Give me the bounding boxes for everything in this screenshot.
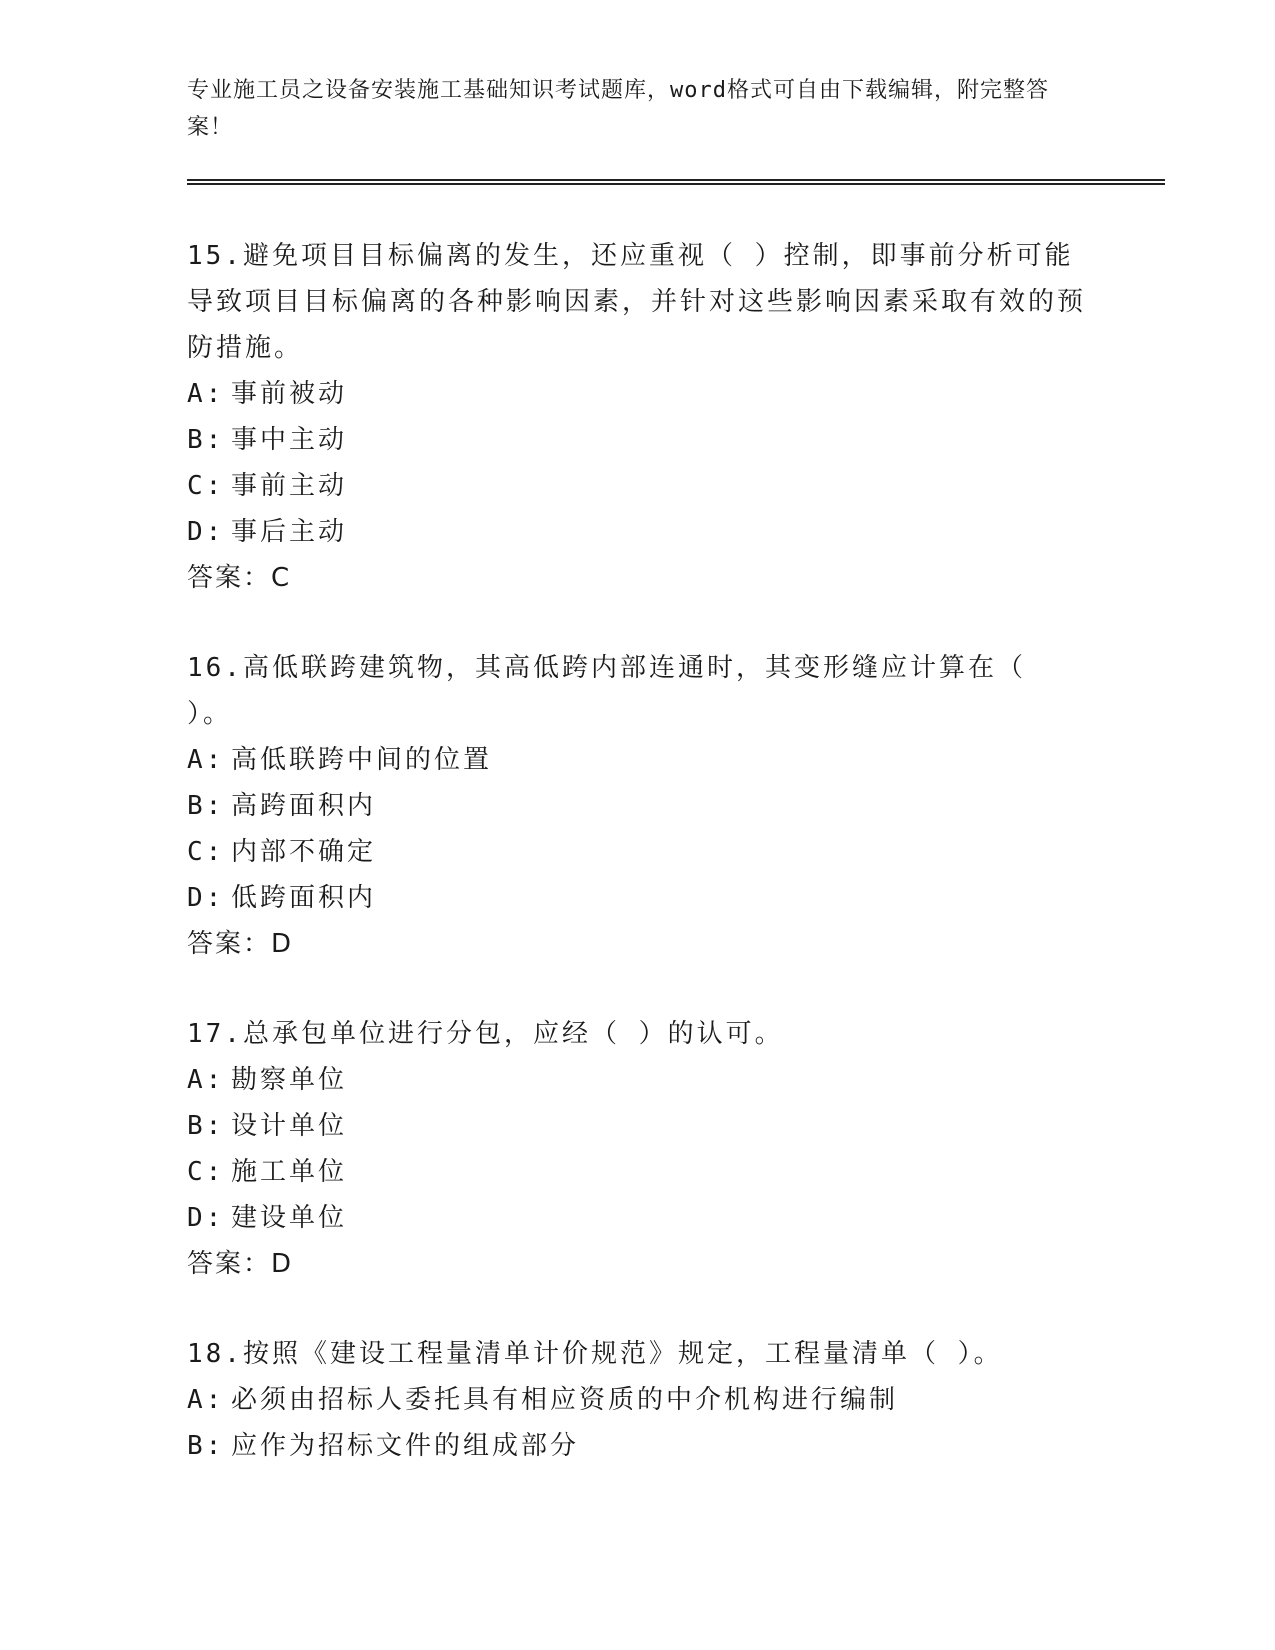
option-text: 高跨面积内 xyxy=(231,791,377,821)
option-b xyxy=(187,783,1087,829)
option-d xyxy=(187,875,1087,921)
question-17 xyxy=(187,1011,1087,1287)
option-key: C: xyxy=(187,471,225,501)
option-key: C: xyxy=(187,1157,225,1187)
question-stem: 16.高低联跨建筑物，其高低跨内部连通时，其变形缝应计算在（ ）。 xyxy=(187,653,1026,729)
header-text: 专业施工员之设备安装施工基础知识考试题库，word格式可自由下载编辑，附完整答案！ xyxy=(187,78,1049,140)
option-text: 低跨面积内 xyxy=(231,883,377,913)
option-key: D: xyxy=(187,883,225,913)
option-text: 事前被动 xyxy=(231,379,348,409)
option-b xyxy=(187,1423,1087,1469)
option-a xyxy=(187,737,1087,783)
answer: 答案：D xyxy=(187,929,294,959)
option-a xyxy=(187,371,1087,417)
option-text: 事中主动 xyxy=(231,425,348,455)
answer: 答案：D xyxy=(187,1249,294,1279)
answer: 答案：C xyxy=(187,563,292,593)
option-b xyxy=(187,1103,1087,1149)
option-key: A: xyxy=(187,1385,225,1415)
option-a xyxy=(187,1057,1087,1103)
question-15 xyxy=(187,233,1087,601)
option-key: D: xyxy=(187,1203,225,1233)
question-16 xyxy=(187,645,1087,967)
option-text: 事后主动 xyxy=(231,517,348,547)
question-list xyxy=(187,233,1087,1513)
option-text: 勘察单位 xyxy=(231,1065,348,1095)
option-c xyxy=(187,463,1087,509)
option-text: 必须由招标人委托具有相应资质的中介机构进行编制 xyxy=(231,1385,899,1415)
option-a xyxy=(187,1377,1087,1423)
option-key: A: xyxy=(187,379,225,409)
option-key: A: xyxy=(187,745,225,775)
option-key: D: xyxy=(187,517,225,547)
option-key: B: xyxy=(187,1431,225,1461)
option-b xyxy=(187,417,1087,463)
question-stem: 17.总承包单位进行分包，应经（ ）的认可。 xyxy=(187,1019,784,1049)
option-text: 事前主动 xyxy=(231,471,348,501)
document-header xyxy=(187,72,1067,146)
question-stem: 18.按照《建设工程量清单计价规范》规定，工程量清单（ ）。 xyxy=(187,1339,1003,1369)
option-key: B: xyxy=(187,791,225,821)
option-text: 施工单位 xyxy=(231,1157,348,1187)
option-d xyxy=(187,509,1087,555)
option-text: 内部不确定 xyxy=(231,837,377,867)
question-stem: 15.避免项目目标偏离的发生，还应重视（ ）控制，即事前分析可能导致项目目标偏离的各种影响因素，并针对这些影响因素采取有效的预防措施。 xyxy=(187,241,1087,363)
option-c xyxy=(187,829,1087,875)
header-divider xyxy=(187,179,1165,185)
option-key: B: xyxy=(187,1111,225,1141)
question-18 xyxy=(187,1331,1087,1469)
option-text: 设计单位 xyxy=(231,1111,348,1141)
option-text: 高低联跨中间的位置 xyxy=(231,745,493,775)
option-text: 应作为招标文件的组成部分 xyxy=(231,1431,580,1461)
option-text: 建设单位 xyxy=(231,1203,348,1233)
option-c xyxy=(187,1149,1087,1195)
option-d xyxy=(187,1195,1087,1241)
option-key: C: xyxy=(187,837,225,867)
option-key: A: xyxy=(187,1065,225,1095)
option-key: B: xyxy=(187,425,225,455)
